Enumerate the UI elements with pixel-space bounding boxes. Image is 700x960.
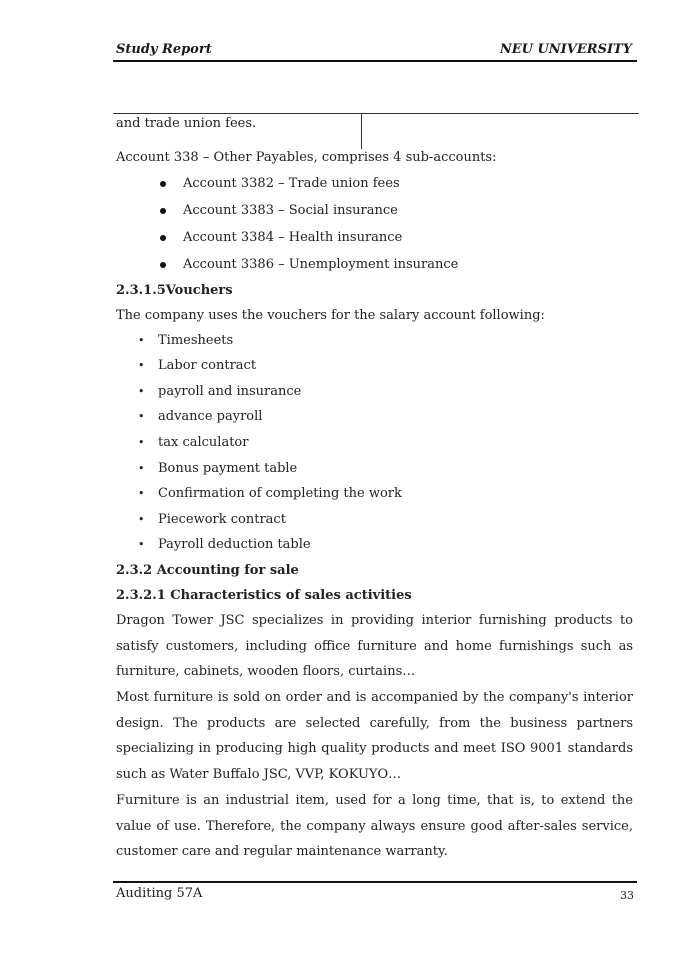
list-item: Bonus payment table <box>158 461 298 476</box>
list-item: Account 3386 – Unemployment insurance <box>183 257 459 272</box>
list-item: Account 3384 – Health insurance <box>183 230 403 245</box>
paragraph: Dragon Tower JSC specializes in providing interior furnishing products to satisfy customers, including office furniture and home furnishings such as furniture, cabinets, wooden floors, curtains… <box>116 613 633 679</box>
bullet-icon: • <box>138 410 145 423</box>
bullet-dot-icon <box>160 181 166 187</box>
section-heading-sale: 2.3.2 Accounting for sale <box>116 563 299 578</box>
vouchers-intro: The company uses the vouchers for the salary account following: <box>116 308 545 323</box>
bullet-icon: • <box>138 513 145 526</box>
bullet-icon: • <box>138 334 145 347</box>
list-item: Piecework contract <box>158 512 286 527</box>
bullet-icon: • <box>138 462 145 475</box>
bullet-icon: • <box>138 385 145 398</box>
list-item: Timesheets <box>158 333 234 348</box>
paragraph: Furniture is an industrial item, used for a long time, that is, to extend the value of use. Therefore, the company always ensure good after-sales service, customer care and regular maintenance warranty. <box>116 793 633 859</box>
list-item: Labor contract <box>158 358 257 373</box>
bullet-dot-icon <box>160 262 166 268</box>
bullet-icon: • <box>138 538 145 551</box>
list-item: Payroll deduction table <box>158 537 311 552</box>
page-number: 33 <box>620 889 634 902</box>
header-university: NEU UNIVERSITY <box>499 42 632 57</box>
bullet-icon: • <box>138 359 145 372</box>
header-rule <box>113 60 637 62</box>
bullet-dot-icon <box>160 235 166 241</box>
list-item: Account 3383 – Social insurance <box>183 203 398 218</box>
table-cell-text: and trade union fees. <box>116 116 257 131</box>
table-top-border <box>113 113 639 114</box>
list-item: payroll and insurance <box>158 384 302 399</box>
list-item: Confirmation of completing the work <box>158 486 402 501</box>
list-item: tax calculator <box>158 435 249 450</box>
bullet-dot-icon <box>160 208 166 214</box>
header-title: Study Report <box>116 42 212 57</box>
bullet-icon: • <box>138 436 145 449</box>
subsection-heading-characteristics: 2.3.2.1 Characteristics of sales activities <box>116 588 412 603</box>
list-item: advance payroll <box>158 409 263 424</box>
bullet-icon: • <box>138 487 145 500</box>
table-column-divider <box>361 113 362 149</box>
account-intro: Account 338 – Other Payables, comprises 4 sub-accounts: <box>116 150 497 165</box>
paragraph: Most furniture is sold on order and is accompanied by the company's interior design. The products are selected carefully, from the business partners specializing in producing high quality products and meet ISO 9001 standards such as Water Buffalo JSC, VVP, KOKUYO… <box>116 690 633 782</box>
footer-rule <box>113 881 637 883</box>
section-heading-vouchers: 2.3.1.5Vouchers <box>116 283 233 298</box>
list-item: Account 3382 – Trade union fees <box>183 176 400 191</box>
footer-course: Auditing 57A <box>116 886 203 901</box>
